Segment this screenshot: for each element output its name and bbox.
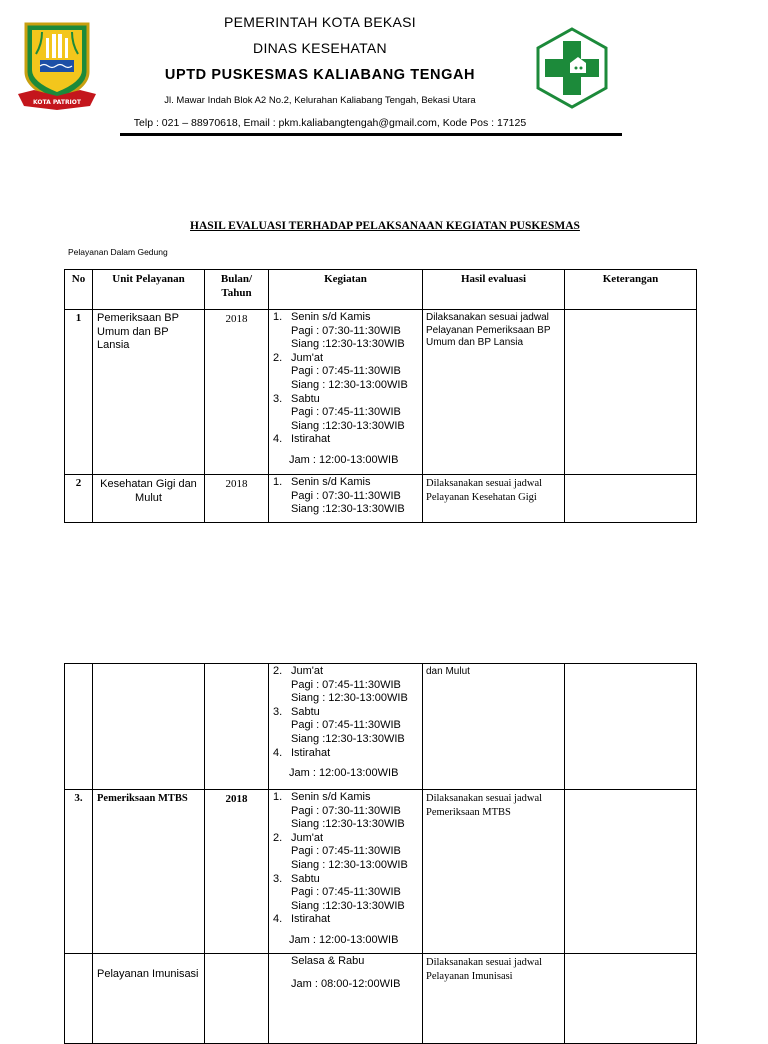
schedule-text: Jum'at xyxy=(291,831,324,844)
schedule-text: Siang : 12:30-13:00WIB xyxy=(291,692,408,705)
service-hours: Jam : 08:00-12:00WIB xyxy=(291,977,401,990)
evaluation-result: Dilaksanakan sesuai jadwal Pelayanan Pemeriksaan BP Umum dan BP Lansia xyxy=(423,310,565,475)
document-title: HASIL EVALUASI TERHADAP PELAKSANAAN KEGIATAN PUSKESMAS xyxy=(190,220,580,232)
schedule-line xyxy=(273,325,422,339)
schedule-line xyxy=(273,665,422,679)
schedule-text: Pagi : 07:30-11:30WIB xyxy=(291,324,401,337)
contact-info: Telp : 021 – 88970618, Email : pkm.kaliabangtengah@gmail.com, Kode Pos : 17125 xyxy=(133,117,527,129)
row-year: 2018 xyxy=(205,310,269,475)
list-number: 4. xyxy=(273,913,283,926)
unit-name: Pemeriksaan BP Umum dan BP Lansia xyxy=(93,310,205,475)
table-row-continued xyxy=(65,664,697,790)
schedule-line xyxy=(273,490,422,504)
schedule-line xyxy=(273,747,422,761)
header-evaluation: Hasil evaluasi xyxy=(423,270,565,310)
schedule-line xyxy=(273,706,422,720)
evaluation-result: Dilaksanakan sesuai jadwal Pelayanan Kesehatan Gigi xyxy=(423,475,565,523)
schedule-line xyxy=(273,873,422,887)
schedule-line xyxy=(273,679,422,693)
evaluation-table-page2 xyxy=(64,663,697,1044)
schedule-line xyxy=(273,859,422,873)
break-hours: Jam : 12:00-13:00WIB xyxy=(289,767,399,780)
schedule-text: Siang : 12:30-13:00WIB xyxy=(291,858,408,871)
schedule-line xyxy=(273,818,422,832)
evaluation-result: dan Mulut xyxy=(423,664,565,790)
schedule-text: Siang :12:30-13:30WIB xyxy=(291,503,405,516)
activity-schedule xyxy=(269,954,423,1044)
header-unit: Unit Pelayanan xyxy=(93,270,205,310)
row-year xyxy=(205,954,269,1044)
schedule-line xyxy=(273,719,422,733)
schedule-text: Siang :12:30-13:30WIB xyxy=(291,732,405,745)
schedule-line xyxy=(273,393,422,407)
emblem-ribbon-text: KOTA PATRIOT xyxy=(32,99,82,106)
schedule-text: Pagi : 07:45-11:30WIB xyxy=(291,365,401,378)
schedule-line xyxy=(273,900,422,914)
remarks-cell xyxy=(565,310,697,475)
address: Jl. Mawar Indah Blok A2 No.2, Kelurahan Kaliabang Tengah, Bekasi Utara xyxy=(164,95,476,106)
puskesmas-logo-icon xyxy=(536,27,608,109)
activity-schedule xyxy=(269,664,423,790)
table-row xyxy=(65,310,697,475)
schedule-text: Siang : 12:30-13:00WIB xyxy=(291,378,408,391)
schedule-days: Selasa & Rabu xyxy=(291,955,365,967)
remarks-cell xyxy=(565,475,697,523)
schedule-text: Pagi : 07:45-11:30WIB xyxy=(291,886,401,899)
schedule-line xyxy=(273,692,422,706)
header-no: No xyxy=(65,270,93,310)
list-number: 1. xyxy=(273,791,283,803)
schedule-line xyxy=(273,805,422,819)
list-number: 1. xyxy=(273,476,283,488)
row-number: 2 xyxy=(65,475,93,523)
break-hours: Jam : 12:00-13:00WIB xyxy=(289,933,399,946)
schedule-text: Istirahat xyxy=(291,746,331,759)
schedule-line xyxy=(273,476,422,490)
bekasi-city-emblem-icon xyxy=(14,20,100,112)
unit-name xyxy=(93,664,205,790)
row-year: 2018 xyxy=(205,790,269,954)
row-number xyxy=(65,954,93,1044)
row-year xyxy=(205,664,269,790)
unit-name: Kesehatan Gigi dan Mulut xyxy=(93,475,205,523)
gov-name: PEMERINTAH KOTA BEKASI xyxy=(223,14,416,30)
unit-name: Pemeriksaan MTBS xyxy=(93,790,205,954)
schedule-line xyxy=(273,379,422,393)
schedule-line xyxy=(273,832,422,846)
list-number: 3. xyxy=(273,392,283,405)
header-divider xyxy=(120,133,622,136)
activity-schedule xyxy=(269,475,423,523)
remarks-cell xyxy=(565,954,697,1044)
schedule-text: Senin s/d Kamis xyxy=(291,476,371,488)
schedule-text: Istirahat xyxy=(291,433,331,446)
row-number xyxy=(65,664,93,790)
schedule-text: Siang :12:30-13:30WIB xyxy=(291,899,405,912)
row-year: 2018 xyxy=(205,475,269,523)
schedule-line xyxy=(273,311,422,325)
schedule-text: Pagi : 07:45-11:30WIB xyxy=(291,406,401,419)
schedule-text: Senin s/d Kamis xyxy=(291,311,371,323)
remarks-cell xyxy=(565,790,697,954)
schedule-text: Senin s/d Kamis xyxy=(291,791,371,803)
table-header-row xyxy=(65,270,697,310)
list-number: 3. xyxy=(273,705,283,718)
schedule-text: Pagi : 07:30-11:30WIB xyxy=(291,489,401,502)
schedule-line xyxy=(273,791,422,805)
row-number: 1 xyxy=(65,310,93,475)
evaluation-result: Dilaksanakan sesuai jadwal Pelayanan Imunisasi xyxy=(423,954,565,1044)
puskesmas-name: UPTD PUSKESMAS KALIABANG TENGAH xyxy=(164,67,476,83)
schedule-line xyxy=(273,433,422,447)
unit-name: Pelayanan Imunisasi xyxy=(93,954,205,1044)
list-number: 2. xyxy=(273,351,283,364)
schedule-text: Sabtu xyxy=(291,392,320,405)
header-remarks: Keterangan xyxy=(565,270,697,310)
list-number: 1. xyxy=(273,311,283,323)
activity-schedule xyxy=(269,790,423,954)
list-number: 3. xyxy=(273,872,283,885)
list-number: 4. xyxy=(273,746,283,759)
evaluation-result: Dilaksanakan sesuai jadwal Pemeriksaan MTBS xyxy=(423,790,565,954)
schedule-line xyxy=(273,406,422,420)
schedule-line xyxy=(273,365,422,379)
schedule-text: Istirahat xyxy=(291,913,331,926)
header-month-year: Bulan/ Tahun xyxy=(205,270,269,310)
schedule-text: Sabtu xyxy=(291,705,320,718)
section-label: Pelayanan Dalam Gedung xyxy=(68,247,168,257)
dept-name: DINAS KESEHATAN xyxy=(253,40,387,56)
schedule-line xyxy=(273,886,422,900)
schedule-text: Pagi : 07:45-11:30WIB xyxy=(291,678,401,691)
row-number: 3. xyxy=(65,790,93,954)
schedule-line xyxy=(273,503,422,517)
header-activity: Kegiatan xyxy=(269,270,423,310)
schedule-line xyxy=(273,352,422,366)
table-row xyxy=(65,475,697,523)
schedule-text: Pagi : 07:30-11:30WIB xyxy=(291,804,401,817)
list-number: 2. xyxy=(273,665,283,677)
schedule-text: Siang :12:30-13:30WIB xyxy=(291,818,405,831)
schedule-line xyxy=(273,845,422,859)
table-row xyxy=(65,790,697,954)
schedule-text: Siang :12:30-13:30WIB xyxy=(291,419,405,432)
schedule-line xyxy=(273,420,422,434)
schedule-text: Jum'at xyxy=(291,665,324,677)
remarks-cell xyxy=(565,664,697,790)
evaluation-table-page1 xyxy=(64,269,697,523)
break-hours: Jam : 12:00-13:00WIB xyxy=(289,453,399,466)
activity-schedule xyxy=(269,310,423,475)
letterhead xyxy=(0,0,768,140)
schedule-text: Pagi : 07:45-11:30WIB xyxy=(291,719,401,732)
schedule-text: Pagi : 07:45-11:30WIB xyxy=(291,845,401,858)
table-row xyxy=(65,954,697,1044)
schedule-text: Jum'at xyxy=(291,351,324,364)
schedule-line xyxy=(273,733,422,747)
schedule-text: Sabtu xyxy=(291,872,320,885)
schedule-line xyxy=(273,338,422,352)
schedule-line xyxy=(273,913,422,927)
list-number: 2. xyxy=(273,831,283,844)
schedule-text: Siang :12:30-13:30WIB xyxy=(291,338,405,351)
list-number: 4. xyxy=(273,433,283,446)
